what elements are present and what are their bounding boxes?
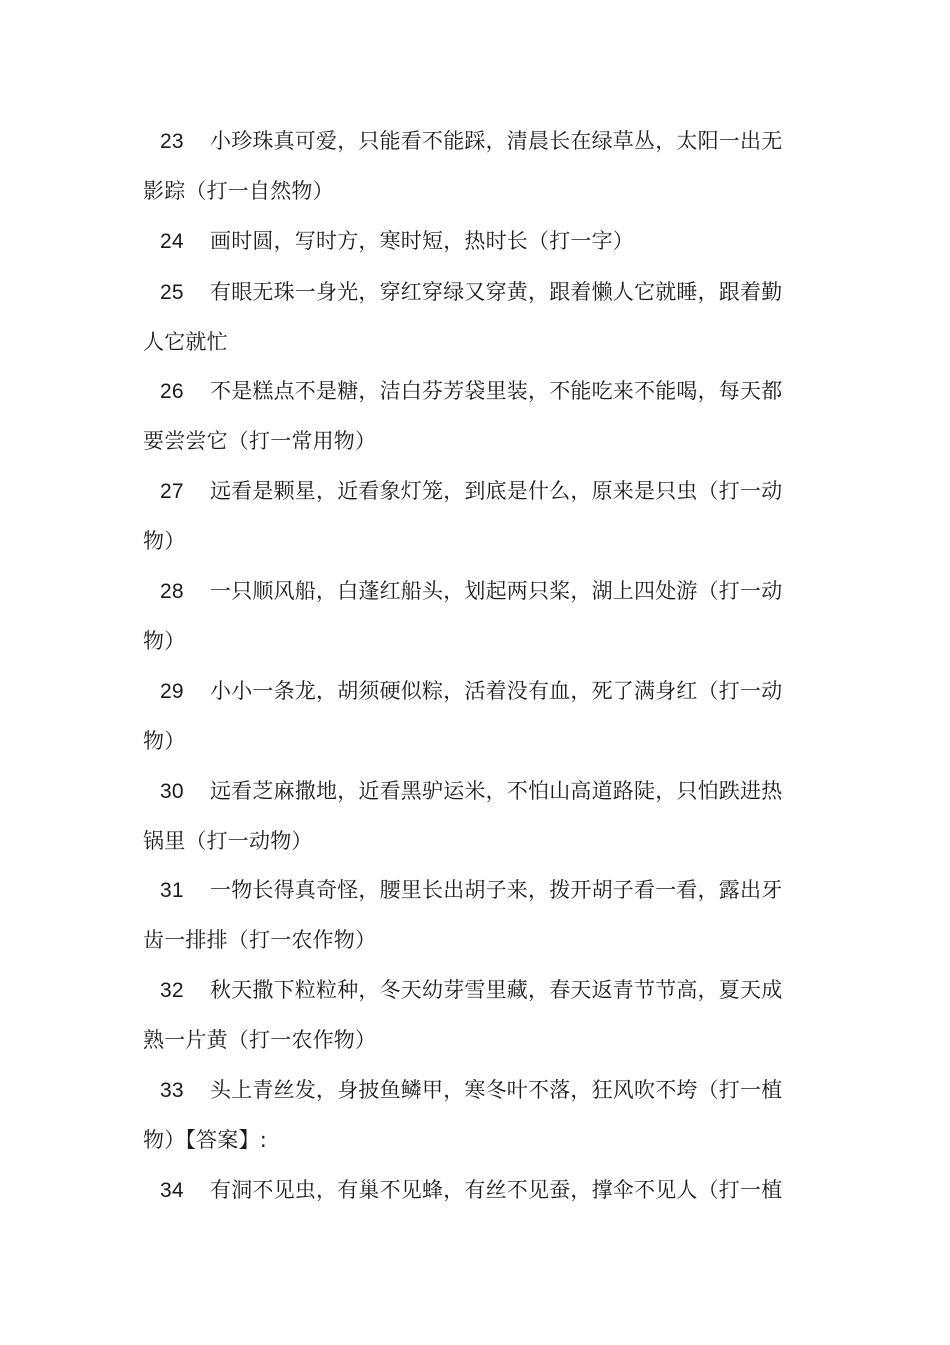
- riddle-number: 31: [160, 879, 184, 902]
- riddle-28-line-1: [160, 571, 800, 611]
- riddle-27-line-1: [160, 471, 800, 511]
- riddle-text: 一物长得真奇怪，腰里长出胡子来，拨开胡子看一看，露出牙: [210, 878, 783, 902]
- riddle-number: 28: [160, 580, 184, 603]
- riddle-32-line-1: [160, 970, 800, 1010]
- riddle-text: 不是糕点不是糖，洁白芬芳袋里装，不能吃来不能喝，每天都: [210, 379, 783, 403]
- riddle-25-line-2: 人它就忙: [143, 330, 228, 354]
- riddle-text: 远看是颗星，近看象灯笼，到底是什么，原来是只虫（打一动: [210, 479, 783, 503]
- riddle-30-line-2: 锅里（打一动物）: [143, 829, 313, 853]
- riddle-28-line-2: 物）: [143, 629, 186, 653]
- riddle-number: 33: [160, 1079, 184, 1102]
- riddle-23-line-2: 影踪（打一自然物）: [143, 179, 334, 203]
- riddle-number: 32: [160, 979, 184, 1002]
- riddle-number: 27: [160, 480, 184, 503]
- riddle-24-line-1: [160, 221, 800, 261]
- riddle-number: 25: [160, 281, 184, 304]
- riddle-text: 小珍珠真可爱，只能看不能踩，清晨长在绿草丛，太阳一出无: [210, 129, 783, 153]
- riddle-text: 有洞不见虫，有巢不见蜂，有丝不见蚕，撑伞不见人（打一植: [210, 1178, 783, 1202]
- riddle-34-line-1: [160, 1170, 800, 1210]
- riddle-29-line-2: 物）: [143, 729, 186, 753]
- riddle-number: 34: [160, 1179, 184, 1202]
- riddle-29-line-1: [160, 671, 800, 711]
- riddle-23-line-1: [160, 121, 800, 161]
- riddle-32-line-2: 熟一片黄（打一农作物）: [143, 1028, 377, 1052]
- riddle-33-line-2: 物）【答案】:: [143, 1128, 267, 1152]
- riddle-27-line-2: 物）: [143, 529, 186, 553]
- riddle-33-line-1: [160, 1070, 800, 1110]
- riddle-25-line-1: [160, 272, 800, 312]
- riddle-text: 小小一条龙，胡须硬似粽，活着没有血，死了满身红（打一动: [210, 679, 783, 703]
- riddle-text: 远看芝麻撒地，近看黑驴运米，不怕山高道路陡，只怕跌进热: [210, 779, 783, 803]
- riddle-number: 29: [160, 680, 184, 703]
- riddle-30-line-1: [160, 771, 800, 811]
- riddle-text: 一只顺风船，白蓬红船头，划起两只桨，湖上四处游（打一动: [210, 579, 783, 603]
- riddle-number: 23: [160, 130, 184, 153]
- riddle-text: 有眼无珠一身光，穿红穿绿又穿黄，跟着懒人它就睡，跟着勤: [210, 280, 783, 304]
- riddle-26-line-2: 要尝尝它（打一常用物）: [143, 429, 377, 453]
- riddle-text: 秋天撒下粒粒种，冬天幼芽雪里藏，春天返青节节高，夏天成: [210, 978, 783, 1002]
- riddle-31-line-1: [160, 870, 800, 910]
- riddle-text: 画时圆，写时方，寒时短，热时长（打一字）: [210, 229, 634, 253]
- riddle-26-line-1: [160, 371, 800, 411]
- riddle-number: 30: [160, 780, 184, 803]
- riddle-31-line-2: 齿一排排（打一农作物）: [143, 928, 377, 952]
- riddle-text: 头上青丝发，身披鱼鳞甲，寒冬叶不落，狂风吹不垮（打一植: [210, 1078, 783, 1102]
- riddle-number: 26: [160, 380, 184, 403]
- riddle-number: 24: [160, 230, 184, 253]
